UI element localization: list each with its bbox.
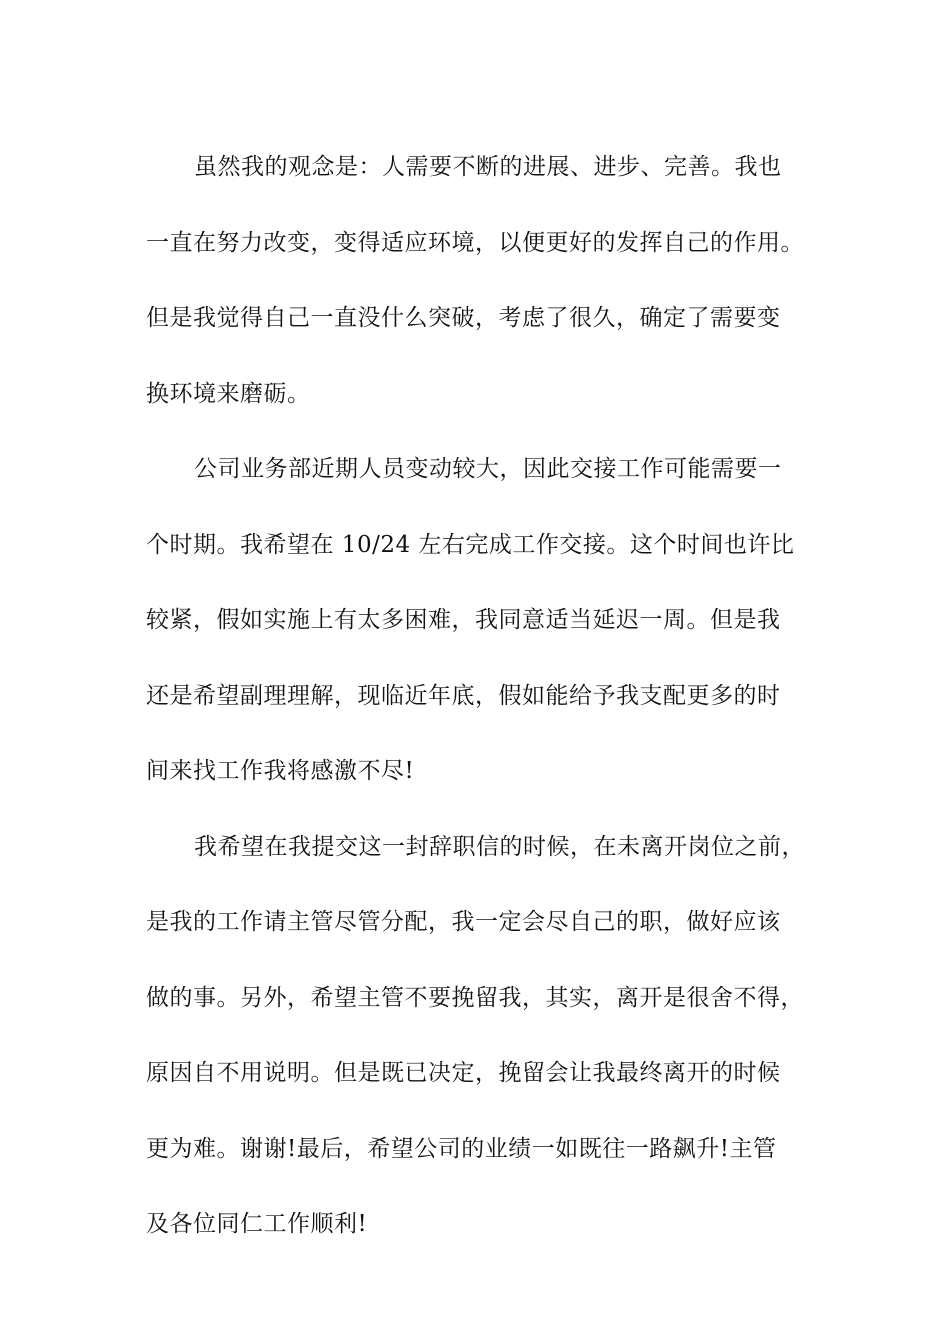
paragraph-3-line-4: 原因自不用说明。但是既已决定，挽留会让我最终离开的时候 bbox=[146, 1060, 781, 1086]
paragraph-3-line-3: 做的事。另外，希望主管不要挽留我，其实，离开是很舍不得， bbox=[146, 984, 804, 1011]
document-body bbox=[146, 130, 806, 1263]
paragraph-1-line-3: 但是我觉得自己一直没什么突破，考虑了很久，确定了需要变 bbox=[146, 305, 781, 331]
paragraph-3-line-6: 及各位同仁工作顺利! bbox=[146, 1211, 368, 1237]
paragraph-2-line-5: 间来找工作我将感激不尽! bbox=[146, 758, 415, 784]
paragraph-3-line-1: 我希望在我提交这一封辞职信的时候，在未离开岗位之前， bbox=[194, 833, 805, 860]
paragraph-1-line-1: 虽然我的观念是：人需要不断的进展、进步、完善。我也 bbox=[194, 154, 782, 180]
paragraph-2-line-4: 还是希望副理理解，现临近年底，假如能给予我支配更多的时 bbox=[146, 682, 781, 709]
paragraph-1-line-4: 换环境来磨砺。 bbox=[146, 380, 311, 407]
paragraph-2-line-3: 较紧，假如实施上有太多困难，我同意适当延迟一周。但是我 bbox=[146, 607, 781, 633]
paragraph-2-line-2: 个时期。我希望在 10/24 左右完成工作交接。这个时间也许比 bbox=[146, 531, 795, 558]
paragraph-3-line-2: 是我的工作请主管尽管分配，我一定会尽自己的职，做好应该 bbox=[146, 909, 781, 935]
paragraph-1-line-2: 一直在努力改变，变得适应环境，以便更好的发挥自己的作用。 bbox=[146, 229, 804, 256]
paragraph-2-line-1: 公司业务部近期人员变动较大，因此交接工作可能需要一 bbox=[194, 456, 782, 482]
paragraph-3-line-5: 更为难。谢谢!最后，希望公司的业绩一如既往一路飙升!主管 bbox=[146, 1135, 777, 1162]
